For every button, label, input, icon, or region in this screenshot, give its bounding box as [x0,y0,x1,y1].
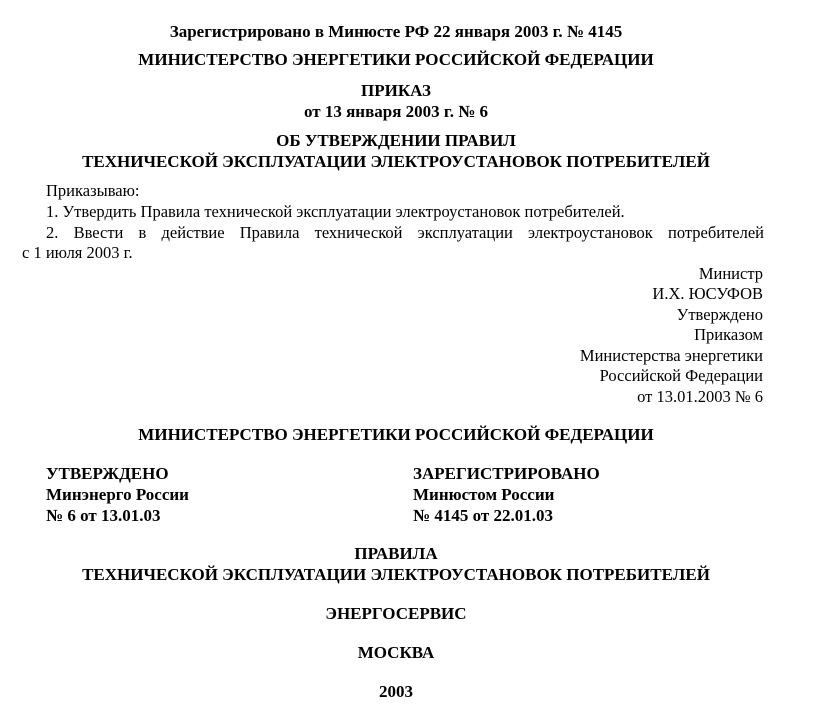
order-subject-line2: ТЕХНИЧЕСКОЙ ЭКСПЛУАТАЦИИ ЭЛЕКТРОУСТАНОВОК ПОТРЕБИТЕЛЕЙ [82,152,710,171]
registered-block-line3: № 4145 от 22.01.03 [413,506,553,525]
signature-name: И.Х. ЮСУФОВ [652,284,763,303]
approval-by-order: Приказом [694,325,763,344]
approval-label: Утверждено [676,305,763,324]
approval-ministry-line1: Министерства энергетики [579,346,763,365]
title-page-ministry: МИНИСТЕРСТВО ЭНЕРГЕТИКИ РОССИЙСКОЙ ФЕДЕРАЦИИ [138,425,654,444]
registered-block-line1: ЗАРЕГИСТРИРОВАНО [413,464,600,483]
signature-position: Министр [698,264,763,283]
order-item-2-line1: 2. Ввести в действие Правила технической эксплуатации электроустановок потребителей [46,223,764,242]
order-item-1: 1. Утвердить Правила технической эксплуатации электроустановок потребителей. [46,202,625,221]
rules-title: ПРАВИЛА [354,544,438,563]
order-title: ПРИКАЗ [361,81,431,100]
year: 2003 [379,682,413,701]
registered-block-line2: Минюстом России [413,485,555,504]
approved-block-line2: Минэнерго России [46,485,189,504]
rules-subtitle: ТЕХНИЧЕСКОЙ ЭКСПЛУАТАЦИИ ЭЛЕКТРОУСТАНОВОК ПОТРЕБИТЕЛЕЙ [82,565,710,584]
ministry-heading: МИНИСТЕРСТВО ЭНЕРГЕТИКИ РОССИЙСКОЙ ФЕДЕРАЦИИ [138,50,654,69]
order-intro: Приказываю: [46,181,140,200]
approval-ministry-line2: Российской Федерации [599,366,763,385]
approved-block-line3: № 6 от 13.01.03 [46,506,161,525]
registration-note: Зарегистрировано в Минюсте РФ 22 января 2003 г. № 4145 [169,22,623,41]
order-item-2-line2: с 1 июля 2003 г. [22,243,133,262]
approved-block-line1: УТВЕРЖДЕНО [46,464,169,483]
city: МОСКВА [357,643,435,662]
publisher: ЭНЕРГОСЕРВИС [325,604,467,623]
order-date-number: от 13 января 2003 г. № 6 [303,102,489,121]
order-subject-line1: ОБ УТВЕРЖДЕНИИ ПРАВИЛ [276,131,516,150]
approval-date-number: от 13.01.2003 № 6 [637,387,763,406]
